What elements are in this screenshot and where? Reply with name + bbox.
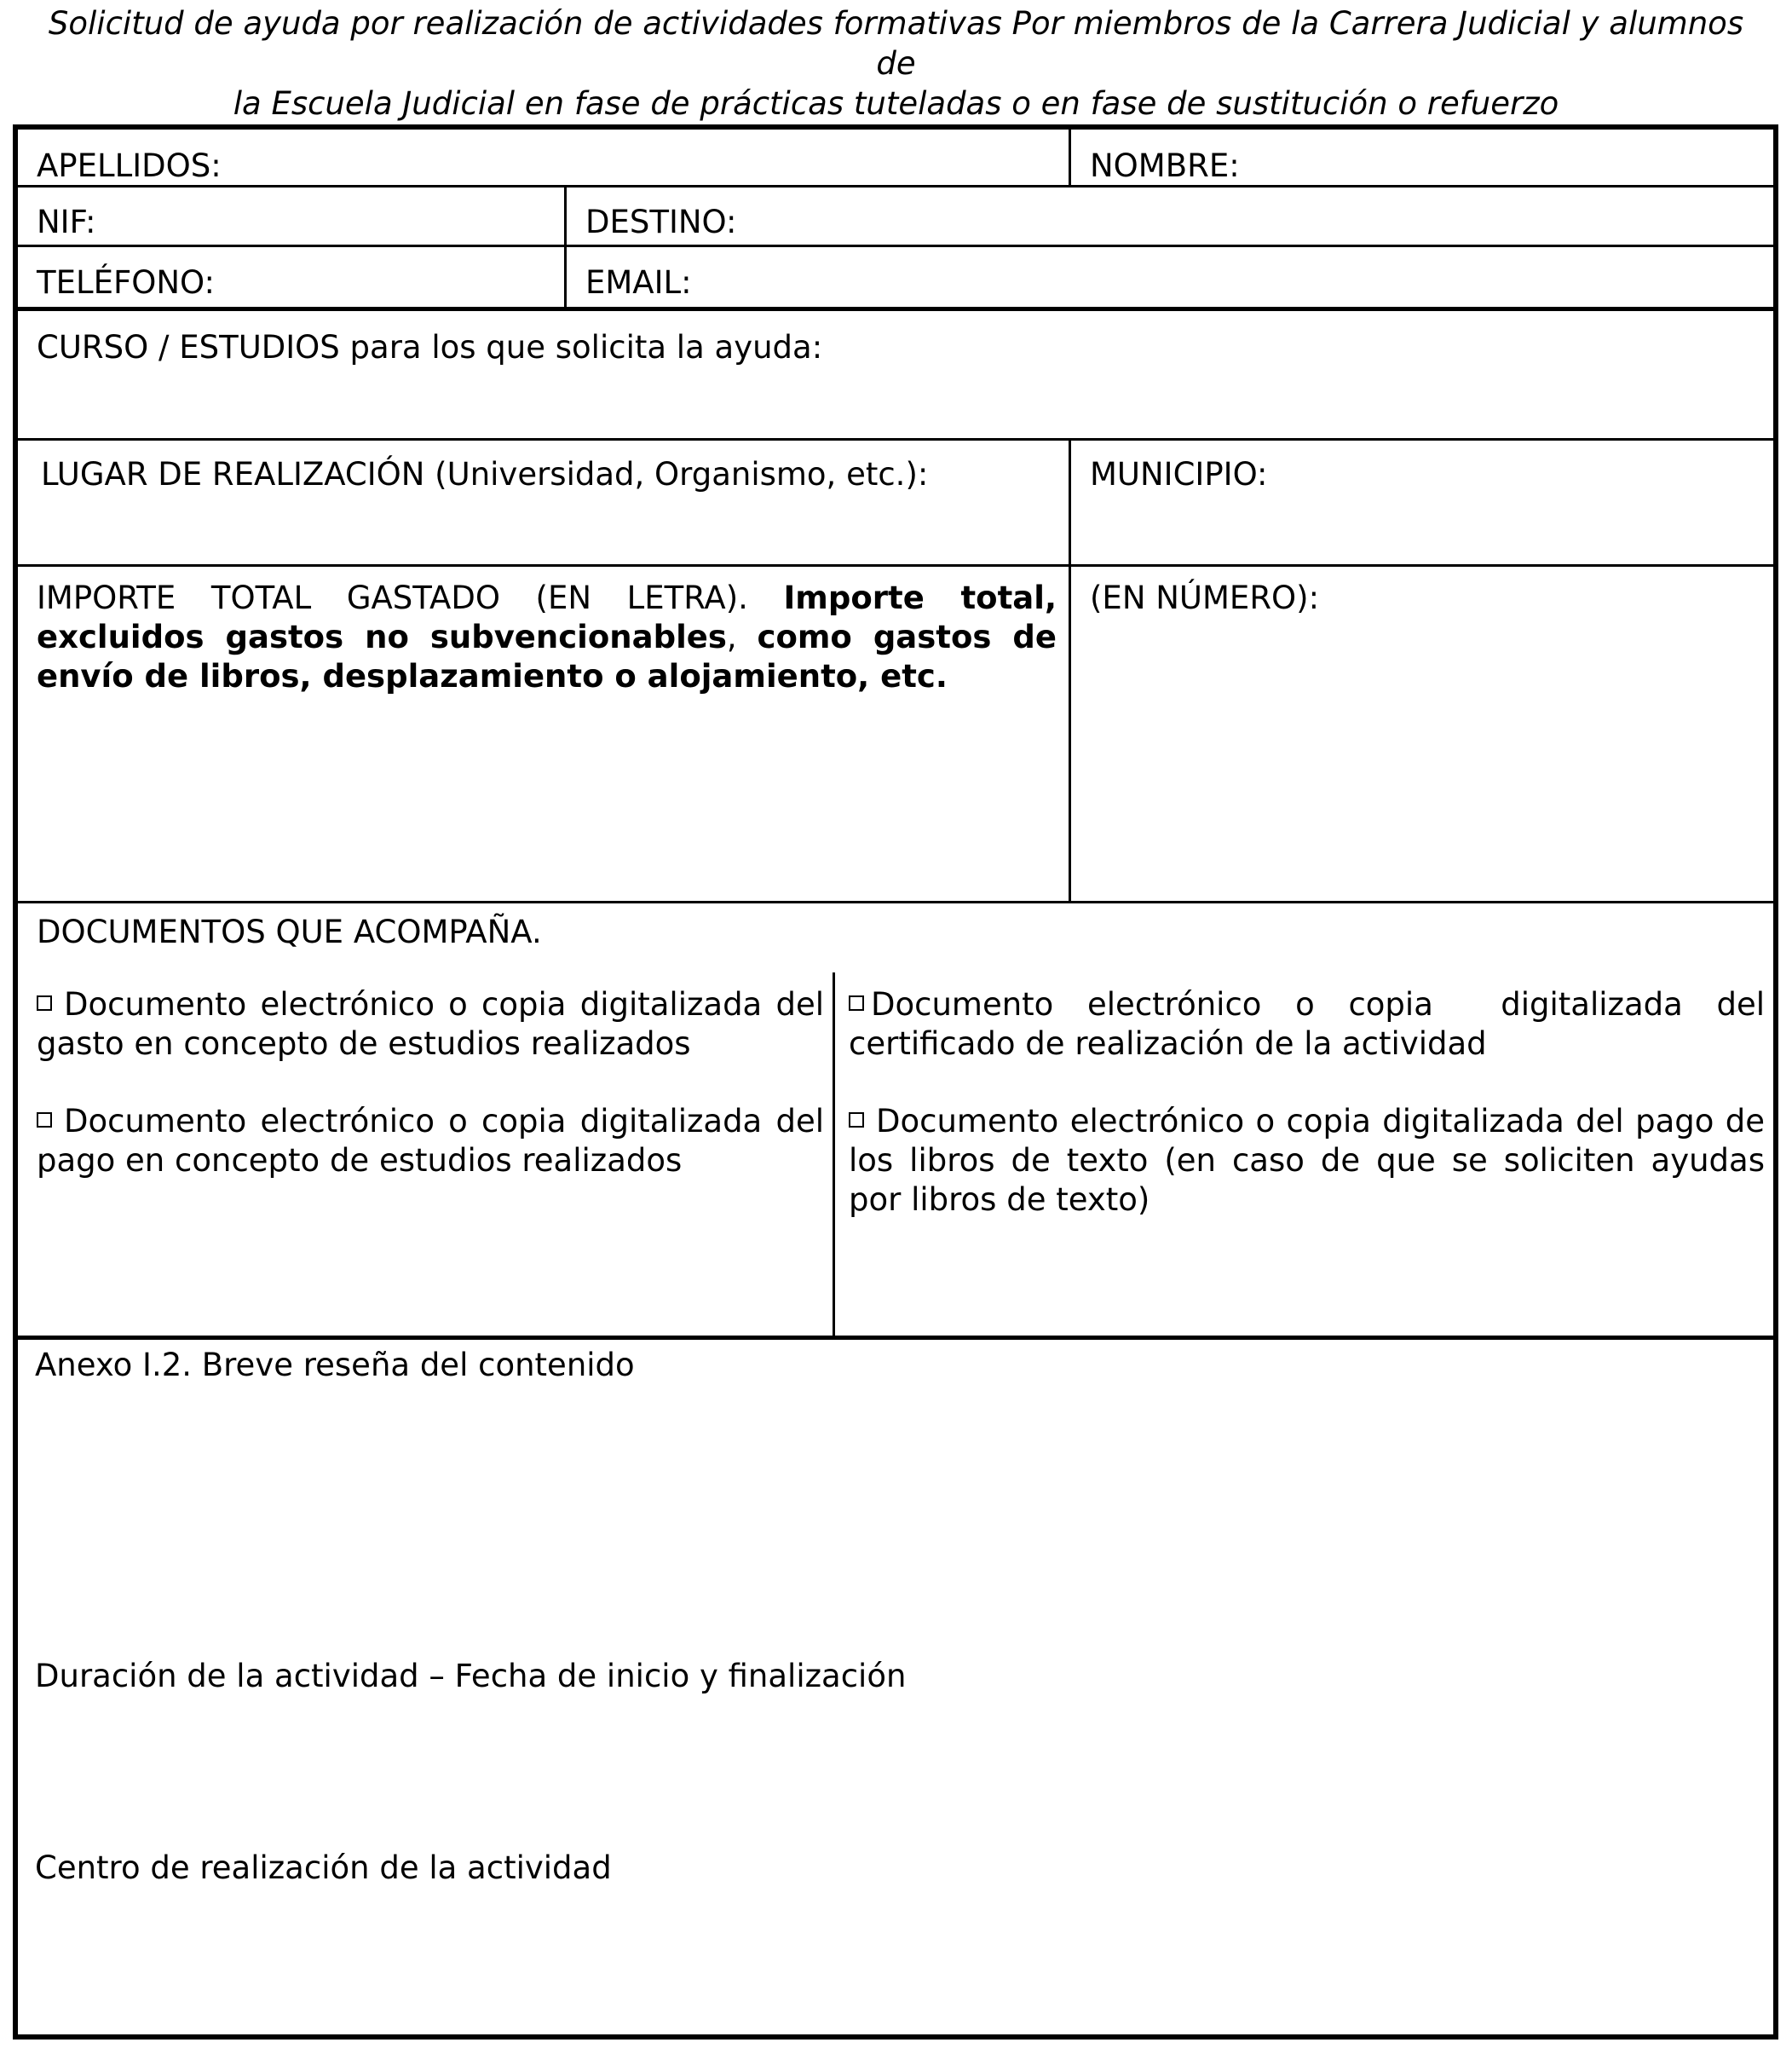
destino-label: DESTINO: [585, 204, 737, 240]
form-title-line-1: Solicitud de ayuda por realización de actividades formativas Por miembros de la Carrera Judicial y alumnos de [48, 5, 1744, 82]
duracion-label: Duración de la actividad – Fecha de inicio y finalización [35, 1658, 907, 1694]
checkbox-icon[interactable] [849, 1112, 864, 1128]
telefono-field[interactable] [18, 247, 564, 307]
documento-gasto-label: Documento electrónico o copia digitalizada del gasto en concepto de estudios realizados [37, 986, 824, 1062]
destino-field[interactable] [567, 188, 1773, 245]
documentos-heading: DOCUMENTOS QUE ACOMPAÑA. [37, 914, 542, 950]
importe-letra-plain: IMPORTE TOTAL GASTADO (EN LETRA). [37, 580, 748, 616]
importe-letra-field[interactable] [18, 567, 1069, 901]
resena-field[interactable] [18, 1340, 1773, 1647]
documento-certificado-option[interactable] [849, 985, 1775, 1064]
curso-field[interactable] [18, 311, 1773, 438]
documento-libros-label: Documento electrónico o copia digitalizada del pago de los libros de texto (en caso de que se soliciten ayudas por libros de texto) [849, 1103, 1765, 1218]
nombre-field[interactable] [1071, 130, 1773, 185]
nif-label: NIF: [37, 204, 96, 240]
municipio-label: MUNICIPIO: [1090, 456, 1268, 493]
documento-gasto-option[interactable] [37, 985, 824, 1064]
personal-data-section [15, 127, 1776, 309]
activity-section [15, 309, 1776, 1338]
apellidos-label: APELLIDOS: [37, 147, 222, 184]
centro-label: Centro de realización de la actividad [35, 1849, 612, 1886]
email-label: EMAIL: [585, 264, 692, 301]
importe-letra-label [37, 579, 1057, 696]
municipio-field[interactable] [1071, 441, 1773, 564]
email-field[interactable] [567, 247, 1773, 307]
lugar-label: LUGAR DE REALIZACIÓN (Universidad, Organismo, etc.): [41, 456, 929, 493]
checkbox-icon[interactable] [37, 1112, 52, 1128]
telefono-label: TELÉFONO: [37, 264, 215, 301]
documento-pago-estudios-option[interactable] [37, 1102, 824, 1180]
centro-field[interactable] [18, 1843, 1773, 2034]
form-title [26, 3, 1766, 124]
anexo-section [15, 1337, 1776, 2037]
curso-label: CURSO / ESTUDIOS para los que solicita la ayuda: [37, 329, 823, 366]
documento-libros-option[interactable] [849, 1102, 1765, 1220]
importe-letra-bold-2: como gastos de envío de libros, desplazamiento o alojamiento, etc. [37, 619, 1057, 695]
documento-pago-estudios-label: Documento electrónico o copia digitalizada del pago en concepto de estudios realizados [37, 1103, 824, 1179]
checkbox-icon[interactable] [849, 995, 864, 1011]
checkbox-icon[interactable] [37, 995, 52, 1011]
nombre-label: NOMBRE: [1090, 147, 1240, 184]
nif-field[interactable] [18, 188, 564, 245]
importe-numero-label: (EN NÚMERO): [1090, 580, 1320, 616]
importe-letra-bold-1: Importe total, excluidos gastos no subvencionables [37, 580, 1057, 655]
importe-numero-field[interactable] [1071, 567, 1773, 901]
resena-label: Anexo I.2. Breve reseña del contenido [35, 1347, 635, 1383]
duracion-field[interactable] [18, 1647, 1773, 1843]
importe-letra-comma: , [726, 619, 737, 655]
lugar-field[interactable] [18, 441, 1069, 564]
apellidos-field[interactable] [18, 130, 1069, 185]
form-title-line-2: la Escuela Judicial en fase de prácticas tuteladas o en fase de sustitución o refuerzo [233, 85, 1559, 122]
documento-certificado-label: Documento electrónico o copia digitalizada del certificado de realización de la actividad [849, 986, 1775, 1062]
documentos-section [18, 903, 1773, 1336]
